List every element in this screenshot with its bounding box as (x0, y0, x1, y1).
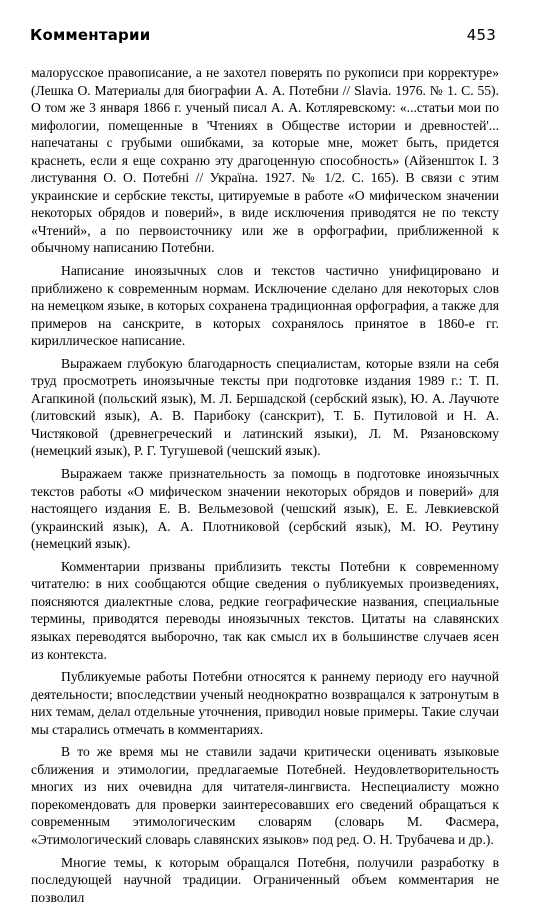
running-header (30, 26, 496, 48)
paragraph-later-tradition: Многие темы, к которым обращался Потебня, получили разработку в последующей научной традиции. Ограниченный объем комментария не позволил (31, 854, 499, 905)
page-number: 453 (466, 26, 496, 44)
paragraph-early-works: Публикуемые работы Потебни относятся к раннему периоду его научной деятельности; впоследствии ученый неоднократно возвращался к затронутым в них темам, делал отдельные уточнения, приводил новые примеры. Такие случаи мы старались отмечать в комментариях. (31, 669, 499, 737)
paragraph-commentary-purpose: Комментарии призваны приблизить тексты Потебни к современному читателю: в них сообщаются общие сведения о публикуемых произведениях, поясняются диалектные слова, редкие географические названия, специальные термины, приводятся переводы иноязычных текстов. Цитаты на славянских языках переводятся выборочно, так как смысл их в большинстве случаев ясен из контекста. (31, 558, 499, 662)
paragraph-orthography: Написание иноязычных слов и текстов частично унифицировано и приближено к современным нормам. Исключение сделано для некоторых слов на немецком языке, в которых сохранена традиционная орфография, а также для примеров на санскрите, в которых сохранялось принятое в 1860-е гг. кириллическое написание. (31, 263, 499, 349)
paragraph-etymologies: В то же время мы не ставили задачи критически оценивать языковые сближения и этимологии, предлагаемые Потебней. Неудовлетворительность многих из них очевидна для читателя-лингвиста. Неспециалисту можно порекомендовать для проверки заинтересовавших его сведений обращаться к современным этимологическим словарям (словарь М. Фасмера, «Этимологический словарь славянских языков» под ред. О. Н. Трубачева и др.). (31, 744, 499, 847)
paragraph-continuation: малорусское правописание, а не захотел поверять по рукописи при корректуре» (Лешка О. Материалы для биографии А. А. Потебни // Slavia. 1976. № 1. С. 55). О том же 3 января 1866 г. ученый писал А. А. Котляревскому: «...статьи мои по мифологии, помещенные в 'Чтениях в Обществе истории и древностей'... напечатаны с грубыми ошибками, за которые мне, может быть, придется краснеть, если я еще сохраню эту драгоценную способность» (Айзеншток I. З листування О. О. Потебнi // Україна. 1927. № 1/2. С. 165). В связи с этим украинские и сербские тексты, цитируемые в работе «О мифическом значении некоторых обрядов и поверий», в виде исключения приводятся не по тексту «Чтений», а по первоисточнику или же в орфографии, приближенной к обычному написанию Потебни. (31, 65, 499, 256)
section-title: Комментарии (30, 26, 151, 44)
paragraph-acknowledgements-current: Выражаем также признательность за помощь в подготовке иноязычных текстов работы «О мифическом значении некоторых обрядов и поверий» для настоящего издания Е. В. Вельмезовой (чешский язык), Е. Е. Левкиевской (украинский язык), А. А. Плотниковой (сербский язык), М. Ю. Реутину (немецкий язык). (31, 466, 499, 552)
paragraph-acknowledgements-1989: Выражаем глубокую благодарность специалистам, которые взяли на себя труд просмотреть иноязычные тексты при подготовке издания 1989 г.: Т. П. Агапкиной (польский язык), М. Л. Бершадской (сербский язык), Ю. А. Лаучюте (литовский язык), А. В. Парибоку (санскрит), Т. Б. Путиловой и Н. А. Чистяковой (древнегреческий и латинский языки), Л. М. Рязановскому (немецкий язык), Р. Г. Тугушевой (чешский язык). (31, 355, 499, 459)
body-text (31, 64, 499, 905)
